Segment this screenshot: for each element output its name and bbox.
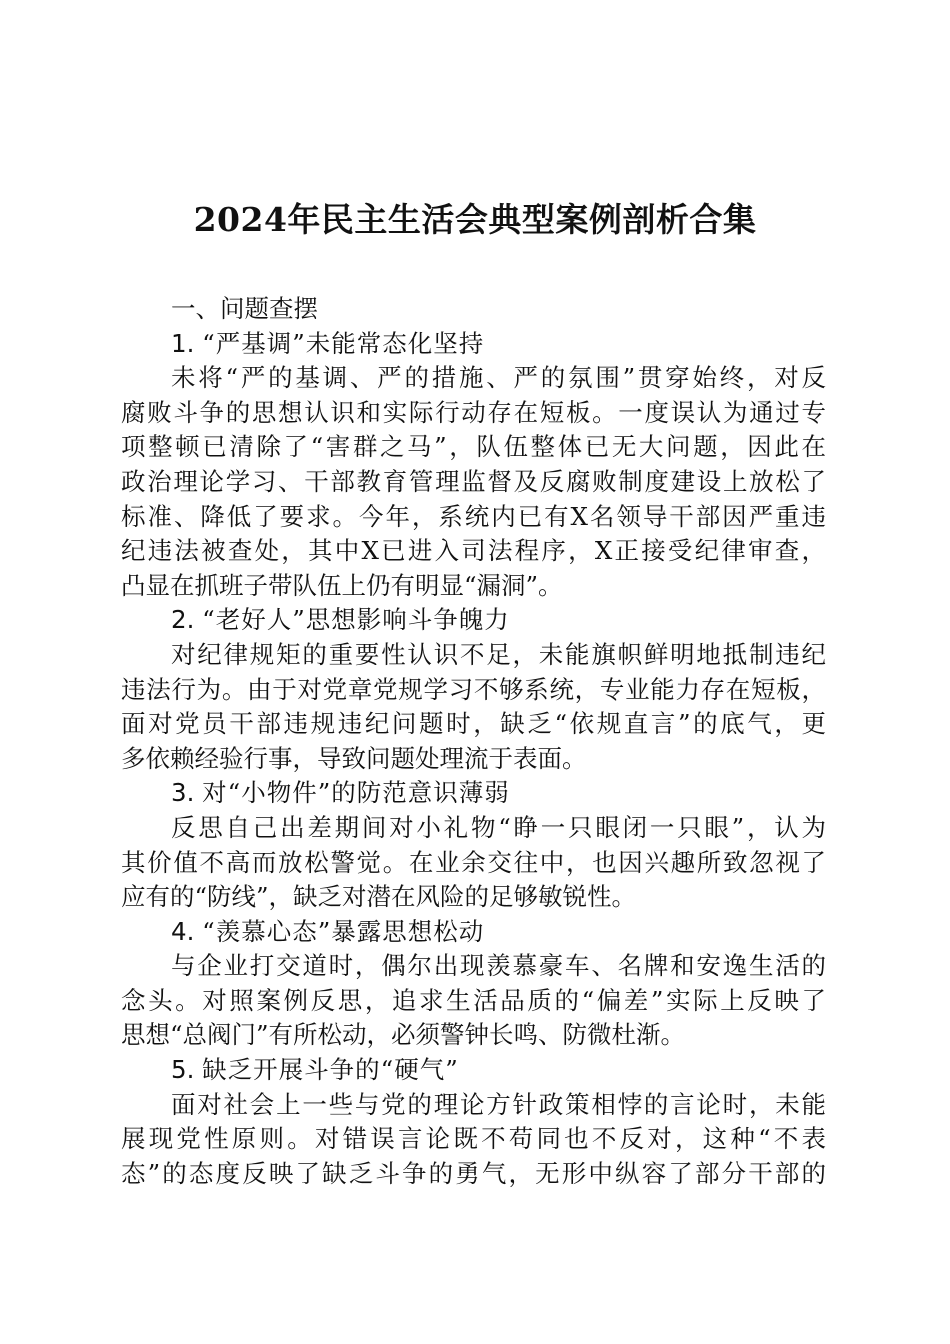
issue-heading-text: “老好人”思想影响斗争魄力 [202,605,510,635]
issue-number: 1. [171,328,203,358]
issue-heading-text: “严基调”未能常态化坚持 [202,328,485,358]
document-body [121,292,826,1191]
issue-paragraph [121,638,826,776]
paragraph-line: 多依赖经验行事，导致问题处理流于表面。 [121,743,587,773]
issue-item [121,776,826,914]
paragraph-line: 凸显在抓班子带队伍上仍有明显“漏洞”。 [121,570,563,600]
paragraph-line: 念头。对照案例反思，追求生活品质的“偏差”实际上反映了 [121,985,826,1015]
paragraph-line: 与企业打交道时，偶尔出现羡慕豪车、名牌和安逸生活的 [171,951,826,981]
issue-item [121,915,826,1053]
paragraph-line: 政治理论学习、干部教育管理监督及反腐败制度建设上放松了 [121,466,826,496]
issue-heading [121,603,826,638]
issue-item [121,1053,826,1191]
issue-list [121,327,826,1192]
issue-heading [121,915,826,950]
issue-heading-text: “羡慕心态”暴露思想松动 [202,916,485,946]
issue-paragraph [121,949,826,1053]
paragraph-line: 标准、降低了要求。今年，系统内已有X名领导干部因严重违 [121,501,826,531]
issue-paragraph [121,1088,826,1192]
issue-paragraph [121,361,826,603]
paragraph-line: 展现党性原则。对错误言论既不苟同也不反对，这种“不表 [121,1124,826,1154]
issue-heading [121,1053,826,1088]
section-heading: 一、问题查摆 [171,294,318,323]
issue-heading [121,327,826,362]
issue-item [121,603,826,776]
paragraph-line: 违法行为。由于对党章党规学习不够系统，专业能力存在短板， [121,674,826,704]
issue-number: 2. [171,605,203,635]
paragraph-line: 其价值不高而放松警觉。在业余交往中，也因兴趣所致忽视了 [121,847,826,877]
issue-item [121,327,826,604]
paragraph-line: 对纪律规矩的重要性认识不足，未能旗帜鲜明地抵制违纪 [171,639,826,669]
issue-heading-text: 缺乏开展斗争的“硬气” [202,1055,459,1085]
issue-number: 3. [171,778,203,808]
paragraph-line: 面对党员干部违规违纪问题时，缺乏“依规直言”的底气，更 [121,709,826,739]
document-title: 2024年民主生活会典型案例剖析合集 [193,200,757,239]
paragraph-line: 态”的态度反映了缺乏斗争的勇气，无形中纵容了部分干部的 [121,1158,826,1188]
paragraph-line: 腐败斗争的思想认识和实际行动存在短板。一度误认为通过专 [121,397,826,427]
issue-heading-text: 对“小物件”的防范意识薄弱 [202,778,510,808]
paragraph-line: 思想“总阀门”有所松动，必须警钟长鸣、防微杜渐。 [121,1020,686,1050]
issue-number: 5. [171,1055,203,1085]
paragraph-line: 项整顿已清除了“害群之马”，队伍整体已无大问题，因此在 [121,432,826,462]
issue-heading [121,776,826,811]
paragraph-line: 面对社会上一些与党的理论方针政策相悖的言论时，未能 [171,1089,826,1119]
issue-number: 4. [171,916,203,946]
paragraph-line: 应有的“防线”，缺乏对潜在风险的足够敏锐性。 [121,882,637,912]
paragraph-line: 未将“严的基调、严的措施、严的氛围”贯穿始终，对反 [171,363,826,393]
issue-paragraph [121,811,826,915]
paragraph-line: 纪违法被查处，其中X已进入司法程序，X正接受纪律审查， [121,536,826,566]
paragraph-line: 反思自己出差期间对小礼物“睁一只眼闭一只眼”，认为 [171,812,826,842]
